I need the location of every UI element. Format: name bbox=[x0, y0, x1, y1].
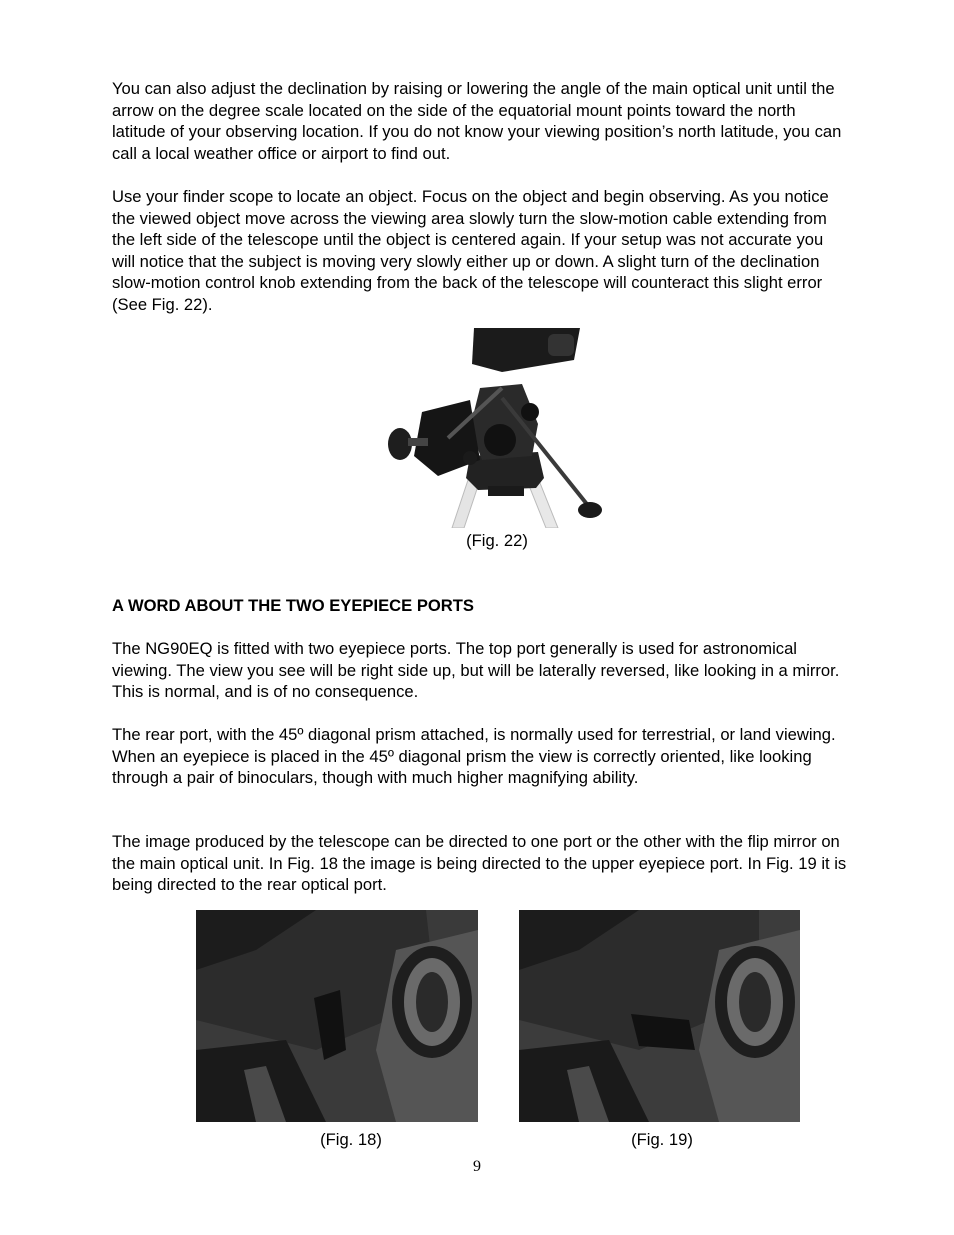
figure-22-equatorial-mount-photo bbox=[352, 328, 608, 528]
figure-19-flip-mirror-rear-photo bbox=[519, 910, 800, 1122]
page-number: 9 bbox=[473, 1158, 481, 1175]
paragraph-rear-port: The rear port, with the 45º diagonal prism attached, is normally used for terrestrial, or land viewing. When an eyepiece is placed in the 45º diagonal prism the view is correctly oriented, like looking through a pair of binoculars, though with much higher magnifying ability. bbox=[112, 725, 836, 787]
figure-18-caption: (Fig. 18) bbox=[320, 1130, 382, 1149]
paragraph-two-ports: The NG90EQ is fitted with two eyepiece ports. The top port generally is used for astronomical viewing. The view you see will be right side up, but will be laterally reversed, like looking in a mirror. This is normal, and is of no consequence. bbox=[112, 639, 840, 701]
section-heading: A WORD ABOUT THE TWO EYEPIECE PORTS bbox=[112, 596, 474, 615]
paragraph-declination: You can also adjust the declination by raising or lowering the angle of the main optical unit until the arrow on the degree scale located on the side of the equatorial mount points toward the north latitude of your observing location. If you do not know your viewing position’s north latitude, you can call a local weather office or airport to find out. bbox=[112, 79, 842, 163]
paragraph-flip-mirror: The image produced by the telescope can be directed to one port or the other with the flip mirror on the main optical unit. In Fig. 18 the image is being directed to the upper eyepiece port. In Fig. 19 it is being directed to the rear optical port. bbox=[112, 832, 847, 894]
figure-22-caption: (Fig. 22) bbox=[466, 531, 528, 550]
figure-18-flip-mirror-up-photo bbox=[196, 910, 478, 1122]
figure-19-caption: (Fig. 19) bbox=[631, 1130, 693, 1149]
paragraph-finder-scope: Use your finder scope to locate an object. Focus on the object and begin observing. As you notice the viewed object move across the viewing area slowly turn the slow-motion cable extending from the left side of the telescope until the object is centered again. If your setup was not accurate you will notice that the subject is moving very slowly either up or down. A slight turn of the declination slow-motion control knob extending from the back of the telescope will counteract this slight error (See Fig. 22). bbox=[112, 187, 829, 314]
